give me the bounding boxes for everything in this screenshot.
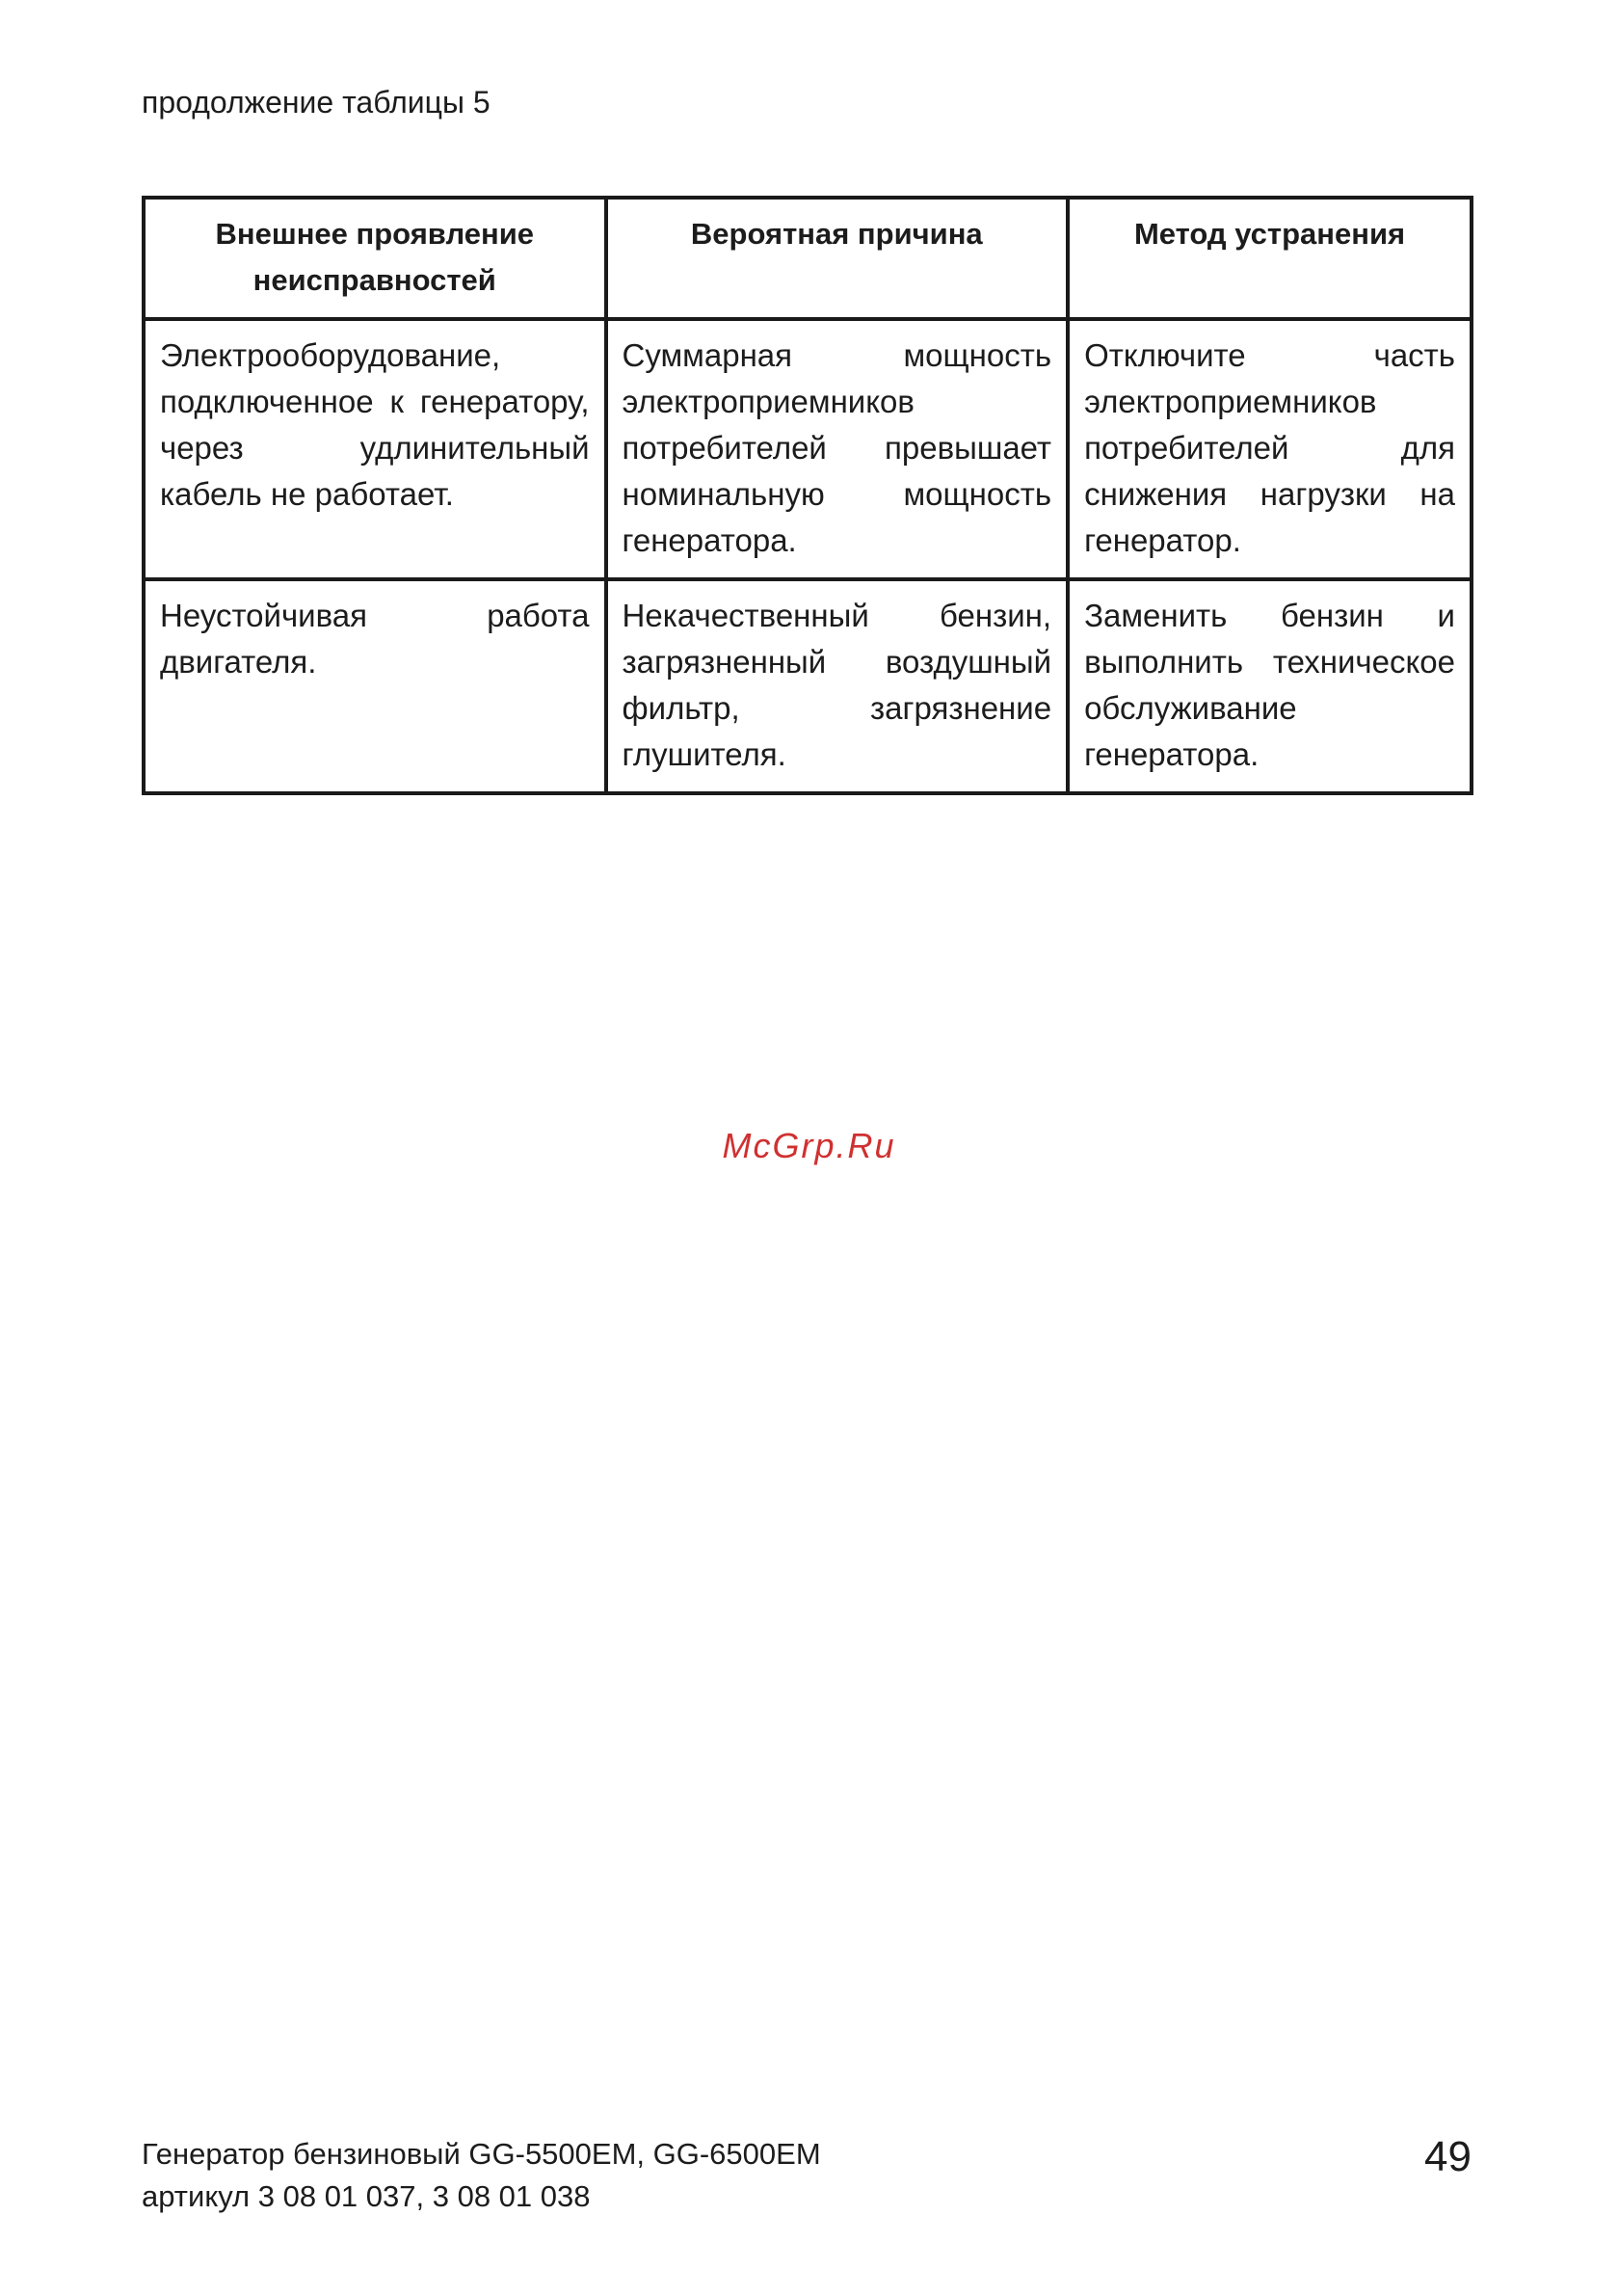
- table-row: [144, 319, 1472, 579]
- cell-cause: Суммарная мощность электроприемников потребителей превышает номинальную мощность генератора.: [606, 319, 1069, 579]
- cell-cause: Некачественный бензин, загрязненный воздушный фильтр, загрязнение глушителя.: [606, 579, 1069, 793]
- header-remedy: Метод устранения: [1068, 198, 1472, 319]
- cell-symptom: Неустойчивая работа двигателя.: [144, 579, 606, 793]
- footer-article-numbers: артикул 3 08 01 037, 3 08 01 038: [142, 2179, 591, 2213]
- page-number: 49: [1424, 2133, 1472, 2180]
- header-cause: Вероятная причина: [606, 198, 1069, 319]
- cell-remedy: Заменить бензин и выполнить техническое обслуживание генератора.: [1068, 579, 1472, 793]
- header-symptom: Внешнее проявление неисправностей: [144, 198, 606, 319]
- table-caption: продолжение таблицы 5: [142, 85, 491, 120]
- footer-product-title: Генератор бензиновый GG-5500EM, GG-6500EM: [142, 2137, 821, 2171]
- cell-remedy: Отключите часть электроприемников потребителей для снижения нагрузки на генератор.: [1068, 319, 1472, 579]
- table-row: [144, 579, 1472, 793]
- troubleshooting-table: [142, 196, 1473, 795]
- table-header-row: [144, 198, 1472, 319]
- cell-symptom: Электрооборудование, подключенное к генератору, через удлинительный кабель не работает.: [144, 319, 606, 579]
- watermark: McGrp.Ru: [722, 1126, 896, 1165]
